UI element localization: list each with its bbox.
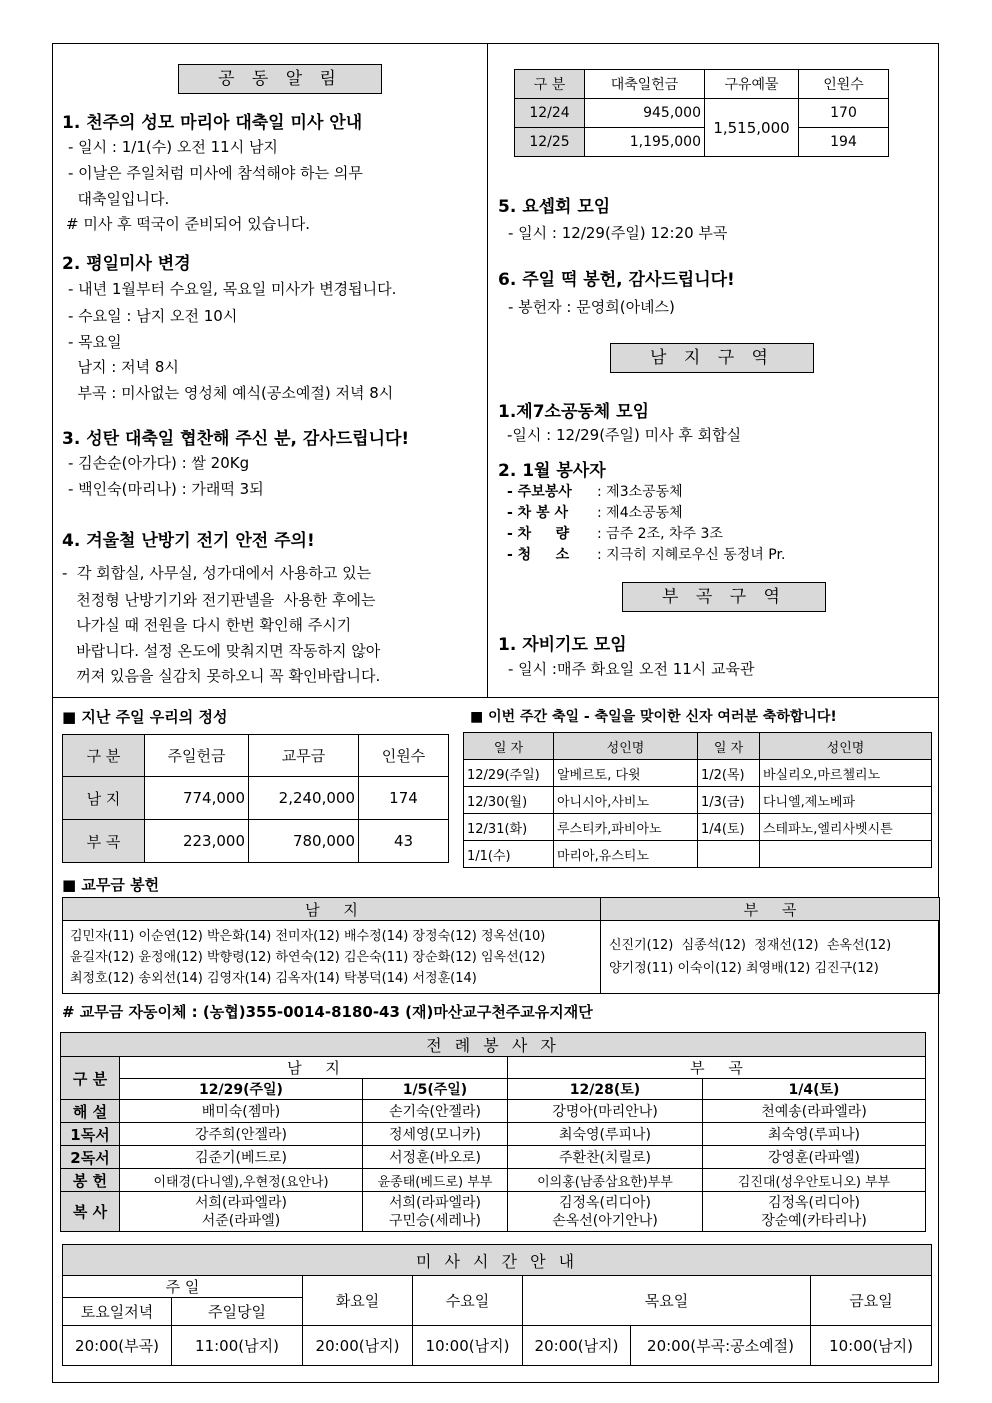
value-cell: 774,000 bbox=[145, 777, 249, 820]
feast-title: ■ 이번 주간 축일 - 축일을 맞이한 신자 여러분 축하합니다! bbox=[470, 709, 837, 725]
value-cell: 174 bbox=[359, 777, 449, 820]
liturgy-cell: 천예송(라파엘라) bbox=[703, 1100, 926, 1123]
notice-6-line: - 봉헌자 : 문영희(아녜스) bbox=[508, 298, 675, 316]
liturgy-cell: 손기숙(안젤라) bbox=[363, 1100, 508, 1123]
feast-date: 1/1(수) bbox=[464, 841, 554, 868]
notice-1-line: - 이날은 주일처럼 미사에 참석해야 하는 의무 bbox=[68, 164, 363, 182]
notices-title: 공 동 알 림 bbox=[178, 64, 382, 94]
mass-day-header: 토요일저녁 bbox=[63, 1298, 172, 1326]
server-value: : 제3소공동체 bbox=[597, 484, 683, 500]
christmas-offering-table bbox=[514, 69, 889, 157]
liturgy-title: 전 례 봉 사 자 bbox=[61, 1033, 926, 1057]
liturgy-cell: 주환찬(치릴로) bbox=[508, 1146, 703, 1169]
date-cell: 12/25 bbox=[515, 128, 585, 157]
header-cell: 구유예물 bbox=[705, 70, 799, 99]
notice-1-line: # 미사 후 떡국이 준비되어 있습니다. bbox=[66, 215, 311, 233]
liturgy-date: 1/4(토) bbox=[703, 1079, 926, 1100]
server-label: - 차 봉 사 bbox=[507, 505, 569, 521]
last-week-title: ■ 지난 주일 우리의 정성 bbox=[62, 708, 228, 726]
liturgy-cell: 최숙영(루피나) bbox=[508, 1123, 703, 1146]
liturgy-cell: 최숙영(루피나) bbox=[703, 1123, 926, 1146]
notice-2-line: 남지 : 저녁 8시 bbox=[68, 358, 179, 376]
header-cell: 교무금 bbox=[249, 735, 359, 777]
dues-bugok-list bbox=[601, 921, 940, 994]
feast-date: 1/3(금) bbox=[698, 787, 760, 814]
liturgy-role: 봉 헌 bbox=[61, 1169, 120, 1192]
mass-sunday-header: 주 일 bbox=[63, 1276, 303, 1298]
feast-saint: 다니엘,제노베파 bbox=[760, 787, 932, 814]
offering-cell: 945,000 bbox=[585, 99, 705, 128]
notice-5-line: - 일시 : 12/29(주일) 12:20 부곡 bbox=[508, 224, 728, 242]
liturgy-cell: 강명아(마리안나) bbox=[508, 1100, 703, 1123]
feast-saint: 마리아,유스티노 bbox=[554, 841, 698, 868]
mass-time: 20:00(남지) bbox=[523, 1326, 631, 1366]
liturgy-date: 12/29(주일) bbox=[120, 1079, 363, 1100]
feast-date: 12/29(주일) bbox=[464, 760, 554, 787]
server-row bbox=[507, 503, 785, 524]
notice-3-line: - 백인숙(마리나) : 가래떡 3되 bbox=[68, 480, 264, 498]
offering-cell: 1,195,000 bbox=[585, 128, 705, 157]
feast-saint: 루스티카,파비아노 bbox=[554, 814, 698, 841]
notice-1-line: - 일시 : 1/1(수) 오전 11시 남지 bbox=[68, 138, 278, 156]
feast-table bbox=[463, 732, 932, 868]
notice-3-heading: 3. 성탄 대축일 협찬해 주신 분, 감사드립니다! bbox=[62, 429, 410, 449]
people-cell: 170 bbox=[799, 99, 889, 128]
liturgy-cell: 이의홍(남종삼요한)부부 bbox=[508, 1169, 703, 1192]
feast-date: 1/2(목) bbox=[698, 760, 760, 787]
mass-time: 20:00(남지) bbox=[303, 1326, 413, 1366]
mass-time: 20:00(부곡:공소예절) bbox=[631, 1326, 811, 1366]
feast-date bbox=[698, 841, 760, 868]
value-cell: 2,240,000 bbox=[249, 777, 359, 820]
liturgy-cell: 정세영(모니카) bbox=[363, 1123, 508, 1146]
dues-namji-list bbox=[63, 921, 601, 994]
header-cell: 대축일헌금 bbox=[585, 70, 705, 99]
mass-day-header: 금요일 bbox=[811, 1276, 932, 1326]
liturgy-cell: 서희(라파엘라) 구민승(세레나) bbox=[363, 1192, 508, 1232]
date-cell: 12/24 bbox=[515, 99, 585, 128]
people-cell: 194 bbox=[799, 128, 889, 157]
server-value: : 제4소공동체 bbox=[597, 505, 683, 521]
notice-4-line: 나가실 때 전원을 다시 한번 확인해 주시기 bbox=[62, 616, 352, 634]
notice-4-line: - 각 회합실, 사무실, 성가대에서 사용하고 있는 bbox=[62, 564, 372, 582]
feast-saint: 알베르토, 다윗 bbox=[554, 760, 698, 787]
section-divider bbox=[53, 697, 938, 698]
feast-saint bbox=[760, 841, 932, 868]
header-cell: 인원수 bbox=[799, 70, 889, 99]
notice-4-line: 천정형 난방기기와 전기판넬을 사용한 후에는 bbox=[62, 591, 376, 609]
mass-time: 20:00(부곡) bbox=[63, 1326, 172, 1366]
bugok-h1-line: - 일시 :매주 화요일 오전 11시 교육관 bbox=[508, 660, 755, 678]
value-cell: 43 bbox=[359, 820, 449, 863]
column-divider bbox=[487, 44, 488, 697]
liturgy-cell: 서정훈(바오로) bbox=[363, 1146, 508, 1169]
row-label: 부 곡 bbox=[63, 820, 145, 863]
mass-time: 11:00(남지) bbox=[172, 1326, 303, 1366]
liturgy-bugok: 부 곡 bbox=[508, 1057, 926, 1079]
auto-transfer: # 교무금 자동이체 : (농협)355-0014-8180-43 (재)마산교구천주교유지재단 bbox=[62, 1003, 593, 1021]
mass-day-header: 화요일 bbox=[303, 1276, 413, 1326]
feast-saint: 바실리오,마르첼리노 bbox=[760, 760, 932, 787]
liturgy-namji: 남 지 bbox=[120, 1057, 508, 1079]
mass-time: 10:00(남지) bbox=[811, 1326, 932, 1366]
namji-h2: 2. 1월 봉사자 bbox=[498, 461, 606, 481]
liturgy-cell: 김준기(베드로) bbox=[120, 1146, 363, 1169]
mass-time: 10:00(남지) bbox=[413, 1326, 523, 1366]
liturgy-role: 2독서 bbox=[61, 1146, 120, 1169]
notice-2-line: - 내년 1월부터 수요일, 목요일 미사가 변경됩니다. bbox=[68, 280, 397, 298]
last-week-table bbox=[62, 734, 449, 863]
feast-date: 1/4(토) bbox=[698, 814, 760, 841]
dues-line: 김민자(11) 이순연(12) 박은화(14) 전미자(12) 배수정(14) 장정숙(12) 정옥선(10) bbox=[70, 928, 546, 944]
namji-h1: 1.제7소공동체 모임 bbox=[498, 402, 649, 422]
notice-3-line: - 김손순(아가다) : 쌀 20Kg bbox=[68, 454, 250, 472]
header-cell: 성인명 bbox=[760, 733, 932, 760]
server-row bbox=[507, 545, 785, 566]
notice-4-heading: 4. 겨울철 난방기 전기 안전 주의! bbox=[62, 531, 315, 551]
mass-day-header: 목요일 bbox=[523, 1276, 811, 1326]
dues-line: 양기정(11) 이숙이(12) 최영배(12) 김진구(12) bbox=[609, 961, 879, 976]
feast-date: 12/31(화) bbox=[464, 814, 554, 841]
server-value: : 금주 2조, 차주 3조 bbox=[597, 526, 723, 542]
value-cell: 223,000 bbox=[145, 820, 249, 863]
dues-namji-header: 남 지 bbox=[63, 898, 601, 921]
feast-saint: 스테파노,엘리사벳시튼 bbox=[760, 814, 932, 841]
dues-line: 신진기(12) 심종석(12) 정재선(12) 손옥선(12) bbox=[609, 938, 892, 953]
notice-5-heading: 5. 요셉회 모임 bbox=[498, 197, 611, 217]
server-row bbox=[507, 524, 785, 545]
row-label: 남 지 bbox=[63, 777, 145, 820]
header-cell: 성인명 bbox=[554, 733, 698, 760]
notice-2-line: - 목요일 bbox=[68, 333, 122, 351]
bugok-title: 부 곡 구 역 bbox=[622, 582, 826, 612]
server-value: : 지극히 지혜로우신 동정녀 Pr. bbox=[597, 547, 786, 563]
liturgy-date: 1/5(주일) bbox=[363, 1079, 508, 1100]
namji-title: 남 지 구 역 bbox=[610, 343, 814, 373]
dues-line: 최정호(12) 송외선(14) 김영자(14) 김옥자(14) 탁봉덕(14) 서정훈(14) bbox=[70, 970, 477, 986]
dues-bugok-header: 부 곡 bbox=[601, 898, 940, 921]
value-cell: 780,000 bbox=[249, 820, 359, 863]
liturgy-cell: 김진대(성우안토니오) 부부 bbox=[703, 1169, 926, 1192]
header-cell: 인원수 bbox=[359, 735, 449, 777]
notice-1-line: 대축일입니다. bbox=[68, 190, 170, 208]
notice-4-line: 바랍니다. 설정 온도에 맞춰지면 작동하지 않아 bbox=[62, 642, 381, 660]
liturgy-cell: 강주희(안젤라) bbox=[120, 1123, 363, 1146]
header-cell: 일 자 bbox=[464, 733, 554, 760]
notice-1-heading: 1. 천주의 성모 마리아 대축일 미사 안내 bbox=[62, 113, 363, 133]
notice-4-line: 꺼져 있음을 실감치 못하오니 꼭 확인바랍니다. bbox=[62, 667, 381, 685]
server-row bbox=[507, 482, 785, 503]
dues-line: 윤길자(12) 윤정애(12) 박향령(12) 하연숙(12) 김은숙(11) 장순화(12) 임옥선(12) bbox=[70, 949, 546, 965]
bugok-h1: 1. 자비기도 모임 bbox=[498, 635, 627, 655]
liturgy-cell: 배미숙(젬마) bbox=[120, 1100, 363, 1123]
header-cell: 주일헌금 bbox=[145, 735, 249, 777]
manger-cell: 1,515,000 bbox=[705, 99, 799, 157]
server-label: - 주보봉사 bbox=[507, 484, 572, 500]
mass-times-table bbox=[62, 1244, 932, 1366]
header-cell: 구 분 bbox=[63, 735, 145, 777]
mass-day-header: 수요일 bbox=[413, 1276, 523, 1326]
liturgy-table bbox=[60, 1032, 926, 1232]
server-label: - 청 소 bbox=[507, 547, 570, 563]
server-label: - 차 량 bbox=[507, 526, 570, 542]
namji-h1-line: -일시 : 12/29(주일) 미사 후 회합실 bbox=[507, 426, 742, 444]
mass-title: 미 사 시 간 안 내 bbox=[63, 1245, 932, 1276]
liturgy-cell: 서희(라파엘라) 서준(라파엘) bbox=[120, 1192, 363, 1232]
liturgy-cell: 강영훈(라파엘) bbox=[703, 1146, 926, 1169]
liturgy-role: 해 설 bbox=[61, 1100, 120, 1123]
liturgy-cell: 이태경(다니엘),우현정(요안나) bbox=[120, 1169, 363, 1192]
liturgy-date: 12/28(토) bbox=[508, 1079, 703, 1100]
liturgy-cell: 김정옥(리디아) 손옥선(아기안나) bbox=[508, 1192, 703, 1232]
notice-2-line: 부곡 : 미사없는 영성체 예식(공소예절) 저녁 8시 bbox=[68, 384, 394, 402]
notice-2-heading: 2. 평일미사 변경 bbox=[62, 254, 191, 274]
mass-day-header: 주일당일 bbox=[172, 1298, 303, 1326]
server-list bbox=[507, 482, 785, 566]
feast-saint: 아니시아,사비노 bbox=[554, 787, 698, 814]
feast-date: 12/30(월) bbox=[464, 787, 554, 814]
liturgy-group-label: 구 분 bbox=[61, 1057, 120, 1100]
dues-title: ■ 교무금 봉헌 bbox=[62, 876, 160, 894]
liturgy-cell: 윤종태(베드로) 부부 bbox=[363, 1169, 508, 1192]
notice-6-heading: 6. 주일 떡 봉헌, 감사드립니다! bbox=[498, 270, 735, 290]
notice-2-line: - 수요일 : 남지 오전 10시 bbox=[68, 307, 238, 325]
header-cell: 구 분 bbox=[515, 70, 585, 99]
liturgy-role: 복 사 bbox=[61, 1192, 120, 1232]
liturgy-cell: 김정옥(리디아) 장순예(카타리나) bbox=[703, 1192, 926, 1232]
header-cell: 일 자 bbox=[698, 733, 760, 760]
dues-table bbox=[62, 897, 940, 994]
liturgy-role: 1독서 bbox=[61, 1123, 120, 1146]
